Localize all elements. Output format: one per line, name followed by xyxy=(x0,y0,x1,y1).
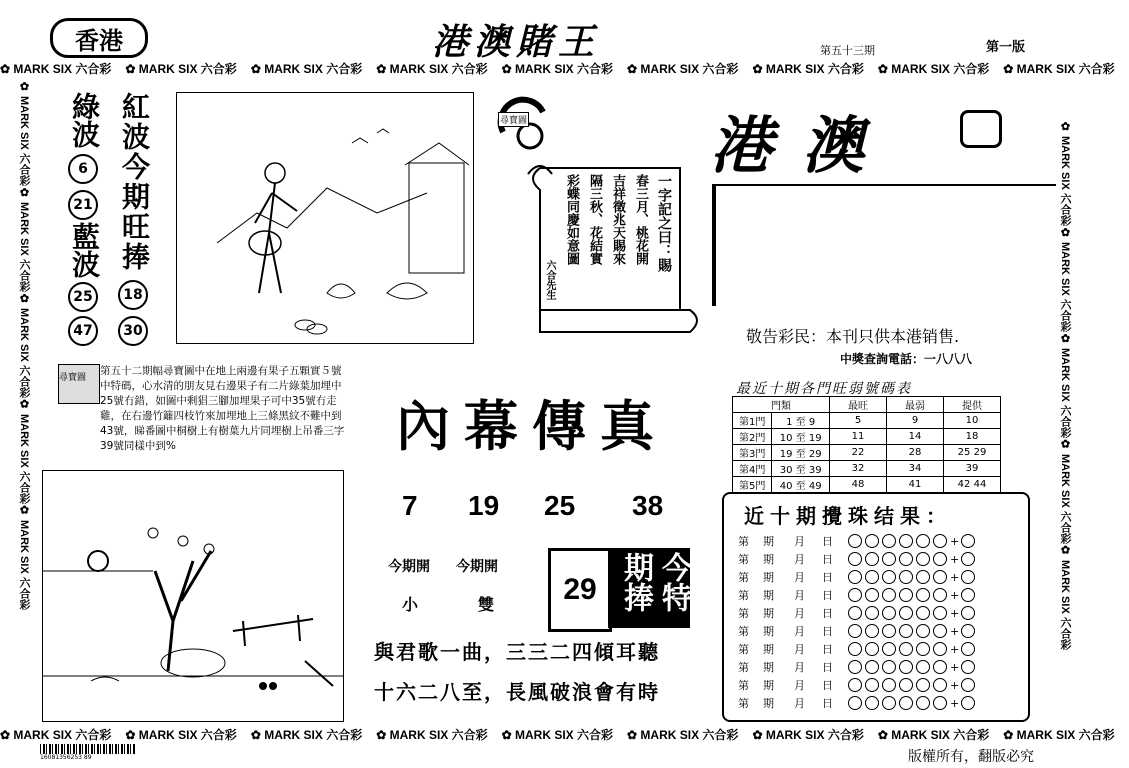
results-month-label: 月 xyxy=(794,589,805,602)
mark-six-band-item: MARK SIX 六合彩 xyxy=(389,62,488,76)
hot-table-cell-range: 19 至 29 xyxy=(772,445,830,461)
blue-wave-text: 藍波 xyxy=(68,222,101,278)
main-title: 港澳賭王 xyxy=(432,21,601,63)
result-ball-circle xyxy=(933,696,947,710)
result-special-ball-circle xyxy=(961,642,975,656)
result-ball-circle xyxy=(848,696,862,710)
result-ball-circle xyxy=(882,552,896,566)
number-30-circle: 30 xyxy=(118,316,148,346)
results-day-label: 日 xyxy=(822,571,833,584)
special-number: 29 xyxy=(563,573,597,606)
result-ball-circle xyxy=(865,534,879,548)
result-ball-circle xyxy=(865,570,879,584)
result-ball-circle xyxy=(848,588,862,602)
result-ball-circle xyxy=(916,678,930,692)
explanation-text: 第五十二期幅尋寶圖中在地上兩邊有果子五顆實５號中特碼，心水清的朋友見右邊果子有二片綠葉加埋中25號冇錯，如圖中剩猖三腳加埋果子可中35號冇走雞，在右邊竹籬四枝竹來加埋地上三條黑紋不難中到43號，睇番圖中桐樹上有樹葉九片同埋樹上吊番三字39號同樣中到% xyxy=(100,365,345,452)
results-day-label: 日 xyxy=(822,625,833,638)
brand-logo-text: 港澳 xyxy=(710,109,895,182)
mark-six-band-item: MARK SIX 六合彩 xyxy=(138,62,237,76)
results-period-label: 第期 xyxy=(738,643,788,656)
result-ball-circle xyxy=(899,552,913,566)
open-label-1: 今期開 xyxy=(388,559,430,575)
hot-table-cell-hot: 11 xyxy=(830,429,887,445)
mark-six-band-item: MARK SIX 六合彩 xyxy=(1059,136,1071,226)
results-plus: + xyxy=(950,660,960,674)
hot-table-cell-door: 第1門 xyxy=(733,413,772,429)
result-ball-circle xyxy=(933,552,947,566)
result-ball-circle xyxy=(848,534,862,548)
mark-six-band-item: MARK SIX 六合彩 xyxy=(264,62,363,76)
flower-icon: ✿ xyxy=(501,728,516,742)
scroll-poem-line: 彩蝶同慶如意圖 xyxy=(564,174,579,265)
hot-table-row xyxy=(733,445,1001,461)
results-row xyxy=(738,532,1024,550)
hot-table-cell-door: 第5門 xyxy=(733,477,772,493)
mark-six-band-item: MARK SIX 六合彩 xyxy=(138,728,237,742)
scroll-poem xyxy=(562,174,650,265)
result-ball-circle xyxy=(933,642,947,656)
results-row xyxy=(738,694,1024,712)
mark-six-band-item: MARK SIX 六合彩 xyxy=(515,62,614,76)
result-ball-circle xyxy=(882,606,896,620)
results-month-label: 月 xyxy=(794,625,805,638)
tree-scene-drawing xyxy=(43,471,343,721)
fax-number-4: 38 xyxy=(632,490,664,521)
results-period-label: 第期 xyxy=(738,679,788,692)
mark-six-band-item: MARK SIX 六合彩 xyxy=(1059,347,1071,438)
mark-six-band-right xyxy=(1055,120,1073,720)
result-ball-circle xyxy=(933,660,947,674)
mark-six-band-top xyxy=(0,60,1115,78)
result-ball-circle xyxy=(916,552,930,566)
flower-icon: ✿ xyxy=(125,62,139,76)
results-month-label: 月 xyxy=(794,535,805,548)
open-value-2: 雙 xyxy=(478,595,495,614)
result-ball-circle xyxy=(848,660,862,674)
hot-table-cell-weak: 41 xyxy=(887,477,944,493)
special-label-text: 今特期捧 xyxy=(618,552,691,612)
hot-number-table xyxy=(732,396,1001,493)
result-ball-circle xyxy=(865,678,879,692)
number-6-circle: 6 xyxy=(68,154,98,184)
result-ball-circle xyxy=(933,678,947,692)
results-period-label: 第期 xyxy=(738,553,788,566)
flower-icon: ✿ xyxy=(0,62,14,76)
result-ball-circle xyxy=(916,624,930,638)
flower-icon: ✿ xyxy=(627,728,641,742)
results-plus: + xyxy=(950,534,960,548)
hot-table-cell-range: 10 至 19 xyxy=(772,429,830,445)
results-month-label: 月 xyxy=(794,661,805,674)
hot-table-cell-door: 第2門 xyxy=(733,429,772,445)
number-47-circle: 47 xyxy=(68,316,98,346)
verse-line-2: 十六二八至，長風破浪會有時 xyxy=(374,680,660,704)
hot-table-row xyxy=(733,477,1001,493)
left-number-panel xyxy=(62,92,150,342)
region-badge xyxy=(50,18,148,58)
flower-icon: ✿ xyxy=(1059,331,1071,348)
scroll-signature: 六合先生 xyxy=(544,260,555,300)
region-badge-text: 香港 xyxy=(75,25,123,55)
hot-table-cell-offer: 39 xyxy=(944,461,1001,477)
results-row xyxy=(738,658,1024,676)
edition-label: 第一版 xyxy=(986,40,1026,55)
number-18-circle: 18 xyxy=(118,280,148,310)
mark-six-band-item: MARK SIX 六合彩 xyxy=(640,728,739,742)
results-plus: + xyxy=(950,570,960,584)
result-ball-circle xyxy=(848,606,862,620)
flower-icon: ✿ xyxy=(1059,225,1071,242)
result-special-ball-circle xyxy=(961,678,975,692)
hot-table-cell-weak: 9 xyxy=(887,413,944,429)
flower-icon: ✿ xyxy=(18,397,30,414)
result-ball-circle xyxy=(933,606,947,620)
result-ball-circle xyxy=(882,696,896,710)
results-month-label: 月 xyxy=(794,697,805,710)
hot-table-cell-hot: 48 xyxy=(830,477,887,493)
result-ball-circle xyxy=(882,660,896,674)
results-title: 近十期攪珠结果： xyxy=(744,504,952,528)
barcode-number: 16081356253 89 xyxy=(40,754,92,761)
result-ball-circle xyxy=(933,534,947,548)
results-period-label: 第期 xyxy=(738,589,788,602)
result-special-ball-circle xyxy=(961,624,975,638)
result-ball-circle xyxy=(899,588,913,602)
results-row xyxy=(738,586,1024,604)
results-period-label: 第期 xyxy=(738,697,788,710)
issue-label: 第五十三期 xyxy=(820,44,875,57)
mark-six-band-item: MARK SIX 六合彩 xyxy=(1059,559,1071,650)
fax-number-2: 19 xyxy=(468,490,500,521)
scroll-title: 一字記之曰：賜 xyxy=(656,174,672,272)
results-day-label: 日 xyxy=(822,535,833,548)
result-ball-circle xyxy=(865,642,879,656)
result-ball-circle xyxy=(848,570,862,584)
result-ball-circle xyxy=(882,588,896,602)
result-ball-circle xyxy=(848,624,862,638)
results-month-label: 月 xyxy=(794,643,805,656)
results-day-label: 日 xyxy=(822,553,833,566)
hot-table-header: 提供 xyxy=(944,397,1001,413)
results-row xyxy=(738,568,1024,586)
results-plus: + xyxy=(950,552,960,566)
results-month-label: 月 xyxy=(794,679,805,692)
result-ball-circle xyxy=(848,552,862,566)
mark-six-band-item: MARK SIX 六合彩 xyxy=(1016,62,1115,76)
results-month-label: 月 xyxy=(794,553,805,566)
mark-six-band-item: MARK SIX 六合彩 xyxy=(13,62,112,76)
results-rows xyxy=(738,532,1024,712)
scroll-poem-line: 隔三秋、花結實 xyxy=(587,174,602,265)
green-wave-text: 綠波 xyxy=(68,92,101,148)
mark-six-band-left xyxy=(14,80,32,720)
fax-numbers xyxy=(392,490,692,530)
result-ball-circle xyxy=(882,534,896,548)
mark-six-band-item: MARK SIX 六合彩 xyxy=(18,307,30,398)
results-day-label: 日 xyxy=(822,679,833,692)
result-ball-circle xyxy=(882,624,896,638)
copyright-text: 版權所有，翻版必究 xyxy=(908,749,1034,765)
result-ball-circle xyxy=(933,624,947,638)
hot-table-row xyxy=(733,461,1001,477)
fax-number-3: 25 xyxy=(544,490,576,521)
treasure-emblem-label: 尋寶圖 xyxy=(498,112,529,127)
hot-table-cell-hot: 5 xyxy=(830,413,887,429)
result-ball-circle xyxy=(865,552,879,566)
flower-icon: ✿ xyxy=(752,728,766,742)
flower-icon: ✿ xyxy=(877,62,892,76)
scroll-poem-line: 春三月、桃花開 xyxy=(633,174,648,265)
result-ball-circle xyxy=(882,678,896,692)
treasure-illustration-top xyxy=(176,92,474,344)
result-ball-circle xyxy=(916,534,930,548)
mark-six-band-item: MARK SIX 六合彩 xyxy=(891,62,990,76)
hot-table-cell-weak: 34 xyxy=(887,461,944,477)
results-month-label: 月 xyxy=(794,571,805,584)
barcode-bars xyxy=(40,744,136,754)
mark-six-band-bottom xyxy=(0,726,1115,744)
result-ball-circle xyxy=(899,642,913,656)
explanation-badge-text: 尋寶圖 xyxy=(59,373,87,383)
flower-icon: ✿ xyxy=(1003,728,1017,742)
open-value-1: 小 xyxy=(402,595,419,614)
results-month-label: 月 xyxy=(794,607,805,620)
notice-text: 敬告彩民：本刊只供本港销售. xyxy=(746,327,960,346)
results-row xyxy=(738,550,1024,568)
hot-table-title: 最近十期各門旺弱號碼表 xyxy=(736,381,912,397)
hot-table-cell-weak: 14 xyxy=(887,429,944,445)
result-ball-circle xyxy=(899,696,913,710)
mark-six-band-item: MARK SIX 六合彩 xyxy=(1059,453,1071,544)
result-special-ball-circle xyxy=(961,696,975,710)
results-day-label: 日 xyxy=(822,607,833,620)
explanation-badge xyxy=(58,364,100,404)
mark-six-band-item: MARK SIX 六合彩 xyxy=(1059,241,1071,332)
mark-six-band-item: MARK SIX 六合彩 xyxy=(18,413,30,504)
hot-table-cell-door: 第4門 xyxy=(733,461,772,477)
result-ball-circle xyxy=(865,660,879,674)
result-special-ball-circle xyxy=(961,660,975,674)
results-day-label: 日 xyxy=(822,697,833,710)
hot-table-row xyxy=(733,429,1001,445)
flower-icon: ✿ xyxy=(125,728,139,742)
mark-six-band-item: MARK SIX 六合彩 xyxy=(1016,728,1115,742)
results-plus: + xyxy=(950,642,960,656)
hot-table-cell-offer: 18 xyxy=(944,429,1001,445)
result-ball-circle xyxy=(848,678,862,692)
open-label-2: 今期開 xyxy=(456,559,498,575)
results-day-label: 日 xyxy=(822,643,833,656)
mark-six-band-item: MARK SIX 六合彩 xyxy=(18,201,30,292)
results-plus: + xyxy=(950,696,960,710)
hot-table-cell-hot: 22 xyxy=(830,445,887,461)
poem-scroll xyxy=(520,160,700,340)
hot-table-cell-range: 30 至 39 xyxy=(772,461,830,477)
results-row xyxy=(738,604,1024,622)
mark-six-band-item: MARK SIX 六合彩 xyxy=(264,728,363,742)
result-ball-circle xyxy=(865,624,879,638)
hot-table-cell-offer: 25 29 xyxy=(944,445,1001,461)
mark-six-band-item: MARK SIX 六合彩 xyxy=(18,96,30,186)
flower-icon: ✿ xyxy=(1059,543,1071,560)
result-ball-circle xyxy=(899,660,913,674)
hot-table-cell-range: 1 至 9 xyxy=(772,413,830,429)
red-wave-text: 紅波今期旺捧 xyxy=(118,92,151,272)
results-row xyxy=(738,640,1024,658)
results-plus: + xyxy=(950,624,960,638)
result-ball-circle xyxy=(899,606,913,620)
result-ball-circle xyxy=(882,570,896,584)
special-label-box xyxy=(608,548,690,628)
mark-six-band-item: MARK SIX 六合彩 xyxy=(18,519,30,610)
results-period-label: 第期 xyxy=(738,625,788,638)
result-ball-circle xyxy=(933,588,947,602)
result-ball-circle xyxy=(865,696,879,710)
camera-icon xyxy=(960,110,1002,148)
result-special-ball-circle xyxy=(961,588,975,602)
number-21-circle: 21 xyxy=(68,190,98,220)
result-ball-circle xyxy=(916,642,930,656)
hot-table-header: 門類 xyxy=(733,397,830,413)
hot-table-row xyxy=(733,413,1001,429)
hot-table-cell-offer: 10 xyxy=(944,413,1001,429)
special-number-box xyxy=(548,548,612,632)
flower-icon: ✿ xyxy=(1003,62,1017,76)
result-ball-circle xyxy=(848,642,862,656)
result-ball-circle xyxy=(933,570,947,584)
mark-six-band-item: MARK SIX 六合彩 xyxy=(640,62,739,76)
flower-icon: ✿ xyxy=(877,728,892,742)
flower-icon: ✿ xyxy=(18,503,30,520)
farmer-scene-drawing xyxy=(177,93,473,343)
results-period-label: 第期 xyxy=(738,535,788,548)
barcode xyxy=(40,744,136,762)
fax-title: 內幕傳真 xyxy=(396,394,668,458)
result-ball-circle xyxy=(899,624,913,638)
result-special-ball-circle xyxy=(961,534,975,548)
treasure-emblem xyxy=(498,92,548,152)
result-ball-circle xyxy=(916,570,930,584)
result-ball-circle xyxy=(882,642,896,656)
flower-icon: ✿ xyxy=(1059,120,1071,137)
results-period-label: 第期 xyxy=(738,571,788,584)
results-day-label: 日 xyxy=(822,589,833,602)
result-ball-circle xyxy=(899,678,913,692)
mark-six-band-item: MARK SIX 六合彩 xyxy=(765,62,864,76)
result-ball-circle xyxy=(865,588,879,602)
results-panel xyxy=(722,492,1030,722)
fax-number-1: 7 xyxy=(402,490,418,521)
results-plus: + xyxy=(950,606,960,620)
results-row xyxy=(738,676,1024,694)
flower-icon: ✿ xyxy=(627,62,641,76)
flower-icon: ✿ xyxy=(0,728,14,742)
hot-table-header: 最弱 xyxy=(887,397,944,413)
hot-table-header: 最旺 xyxy=(830,397,887,413)
verse-line-1: 與君歌一曲，三三二四傾耳聽 xyxy=(374,640,660,664)
number-25-circle: 25 xyxy=(68,282,98,312)
mark-six-band-item: MARK SIX 六合彩 xyxy=(13,728,112,742)
result-special-ball-circle xyxy=(961,570,975,584)
hot-table-cell-hot: 32 xyxy=(830,461,887,477)
flower-icon: ✿ xyxy=(1059,437,1071,454)
flower-icon: ✿ xyxy=(250,728,265,742)
hotline-text: 中獎查詢電話：一八八八 xyxy=(840,352,973,366)
result-ball-circle xyxy=(916,588,930,602)
mark-six-band-item: MARK SIX 六合彩 xyxy=(389,728,488,742)
flower-icon: ✿ xyxy=(376,728,390,742)
flower-icon: ✿ xyxy=(18,291,30,308)
hot-table-cell-weak: 28 xyxy=(887,445,944,461)
result-ball-circle xyxy=(916,696,930,710)
result-special-ball-circle xyxy=(961,552,975,566)
results-plus: + xyxy=(950,678,960,692)
hot-table-cell-offer: 42 44 xyxy=(944,477,1001,493)
results-day-label: 日 xyxy=(822,661,833,674)
mark-six-band-item: MARK SIX 六合彩 xyxy=(515,728,614,742)
results-period-label: 第期 xyxy=(738,607,788,620)
result-ball-circle xyxy=(899,570,913,584)
result-ball-circle xyxy=(865,606,879,620)
hot-table-cell-range: 40 至 49 xyxy=(772,477,830,493)
brand-box xyxy=(712,184,1056,306)
result-ball-circle xyxy=(899,534,913,548)
brand-logo xyxy=(710,96,1010,188)
hot-table xyxy=(732,396,1001,493)
flower-icon: ✿ xyxy=(752,62,766,76)
result-ball-circle xyxy=(916,660,930,674)
mark-six-band-item: MARK SIX 六合彩 xyxy=(765,728,864,742)
results-row xyxy=(738,622,1024,640)
treasure-illustration-bottom xyxy=(42,470,344,722)
flower-icon: ✿ xyxy=(250,62,265,76)
result-ball-circle xyxy=(916,606,930,620)
mark-six-band-item: MARK SIX 六合彩 xyxy=(891,728,990,742)
result-special-ball-circle xyxy=(961,606,975,620)
flower-icon: ✿ xyxy=(376,62,390,76)
flower-icon: ✿ xyxy=(18,80,30,97)
hot-table-cell-door: 第3門 xyxy=(733,445,772,461)
results-period-label: 第期 xyxy=(738,661,788,674)
flower-icon: ✿ xyxy=(18,185,30,202)
flower-icon: ✿ xyxy=(501,62,516,76)
scroll-poem-line: 吉祥徵兆天賜來 xyxy=(610,174,625,265)
results-plus: + xyxy=(950,588,960,602)
